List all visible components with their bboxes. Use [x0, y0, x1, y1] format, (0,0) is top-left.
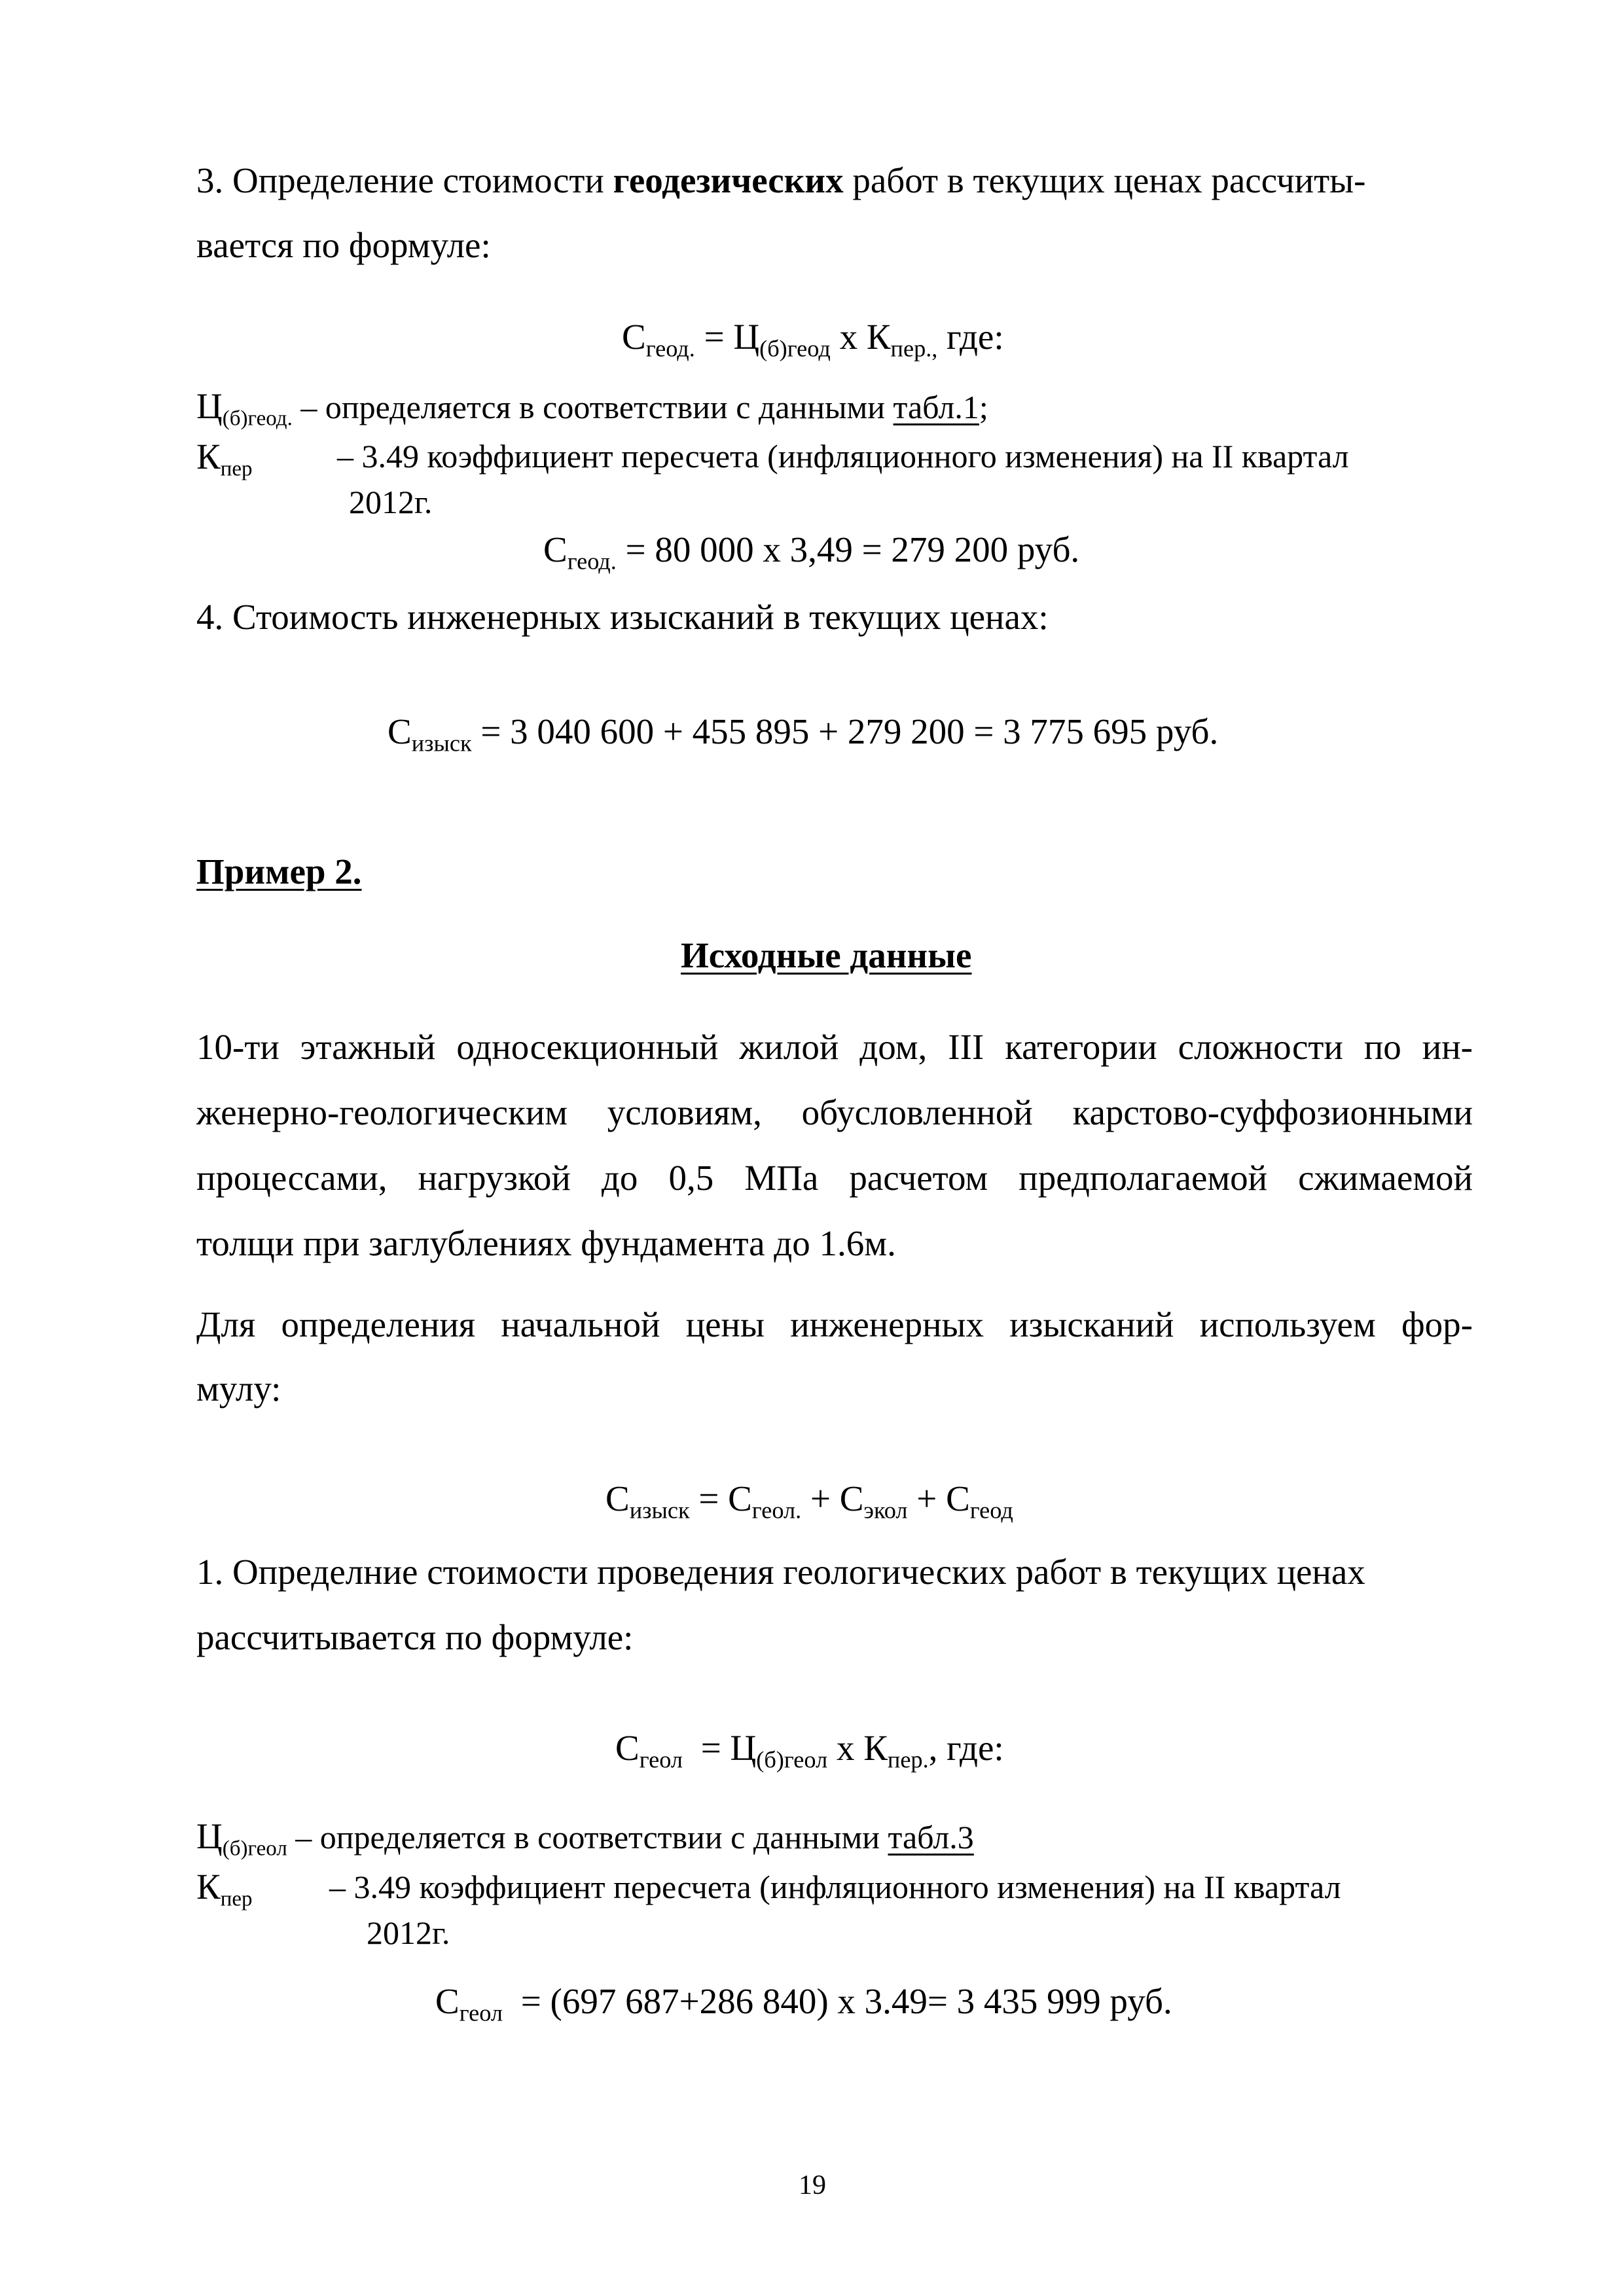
example2-title: Пример 2. — [196, 852, 362, 891]
item3-line1: 3. Определение стоимости геодезических работ в текущих ценах рассчиты- — [196, 160, 1366, 200]
item4: 4. Стоимость инженерных изысканий в текущих ценах: — [196, 597, 1049, 637]
item1-line2: рассчитывается по формуле: — [196, 1617, 634, 1657]
def-geol-k-text: – 3.49 коэффициент пересчета (инфляционного изменения) на II квартал — [329, 1869, 1341, 1905]
formula-izysk: $С_{изыск} = С_{геол.} + С_{экол} + С_{геод}$ — [605, 1479, 1013, 1524]
formula-geol: $С_{геол} = Ц_{(б)геол}$ х $К_{пер.}$, где: — [615, 1728, 1004, 1773]
def-geod-k-cont: 2012г. — [349, 484, 433, 520]
def-geod-k-text: – 3.49 коэффициент пересчета (инфляционного изменения) на II квартал — [337, 438, 1349, 475]
def-geol-k-symbol: $К_{пер}$ — [196, 1867, 253, 1911]
item3-line2: вается по формуле: — [196, 225, 491, 265]
example2-subtitle: Исходные данные — [681, 935, 972, 975]
paragraph2-line1: Для определения начальной цены инженерных изысканий используем фор- — [196, 1304, 1473, 1344]
paragraph1-line2: женерно-геологическим условиям, обусловленной карстово-суффозионными — [196, 1092, 1473, 1132]
paragraph1-line3: процессами, нагрузкой до 0,5 МПа расчетом предполагаемой сжимаемой — [196, 1158, 1473, 1198]
paragraph1-line4: толщи при заглублениях фундамента до 1.6м. — [196, 1223, 896, 1263]
def-geod-k-symbol: $К_{пер}$ — [196, 437, 253, 481]
calc-geol: $С_{геол} = (697$ 687+286 840) х 3.49= 3 435 999 руб. — [435, 1981, 1172, 2026]
item3-bold-term: геодезических — [613, 160, 844, 200]
def-geol-k-cont: 2012г. — [367, 1914, 450, 1951]
paragraph1-line1: 10-ти этажный односекционный жилой дом, III категории сложности по ин- — [196, 1027, 1473, 1067]
paragraph2-line2: мулу: — [196, 1369, 281, 1408]
page-number: 19 — [799, 2170, 826, 2200]
table1-link[interactable]: табл.1 — [893, 389, 979, 425]
def-geod-c: $Ц_{(б)геод.}$ – определяется в соответствии с данными табл.1; — [196, 386, 988, 431]
item1-line1: 1. Определние стоимости проведения геологических работ в текущих ценах — [196, 1552, 1365, 1592]
table3-link[interactable]: табл.3 — [888, 1819, 974, 1856]
calc-izysk: $С_{изыск} = 3$ 040 600 + 455 895 + 279 200 = 3 775 695 руб. — [388, 711, 1219, 757]
calc-geod: $С_{геод.} = 80$ 000 х 3,49 = 279 200 руб. — [543, 529, 1080, 575]
def-geol-c: $Ц_{(б)геол}$ – определяется в соответствии с данными табл.3 — [196, 1816, 974, 1861]
formula-geod: $С_{геод.} = Ц_{(б)геод}$ х $К_{пер.,}$ где: — [622, 317, 1004, 362]
